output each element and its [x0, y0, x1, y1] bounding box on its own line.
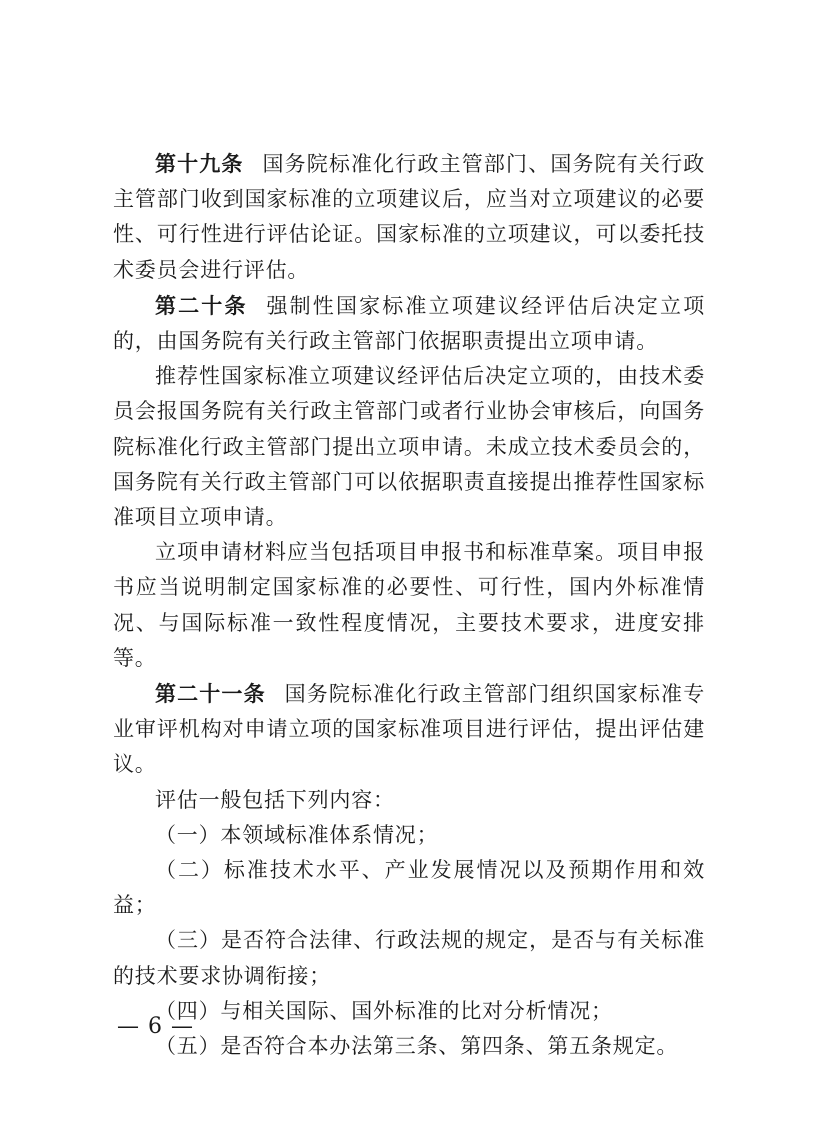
- article-20-text: 强制性国家标准立项建议经评估后决定立项的，由国务院有关行政主管部门依据职责提出立项申请。: [113, 293, 706, 354]
- evaluation-item-1: （一）本领域标准体系情况；: [155, 822, 439, 847]
- article-21-paragraph: [113, 676, 705, 783]
- article-21-text: 国务院标准化行政主管部门组织国家标准专业审评机构对申请立项的国家标准项目进行评估，提出评估建议。: [113, 682, 705, 777]
- evaluation-item-2: （二）标准技术水平、产业发展情况以及预期作用和效益；: [113, 858, 705, 918]
- article-19-heading: 第十九条: [155, 151, 244, 176]
- article-21-heading: 第二十一条: [155, 681, 266, 707]
- article-19-paragraph: [113, 146, 705, 288]
- evaluation-item-3: （三）是否符合法律、行政法规的规定，是否与有关标准的技术要求协调衔接；: [113, 928, 705, 988]
- document-body: [113, 146, 705, 1064]
- article-19-text: 国务院标准化行政主管部门、国务院有关行政主管部门收到国家标准的立项建议后，应当对立项建议的必要性、可行性进行评估论证。国家标准的立项建议，可以委托技术委员会进行评估。: [113, 152, 705, 282]
- article-20-heading: 第二十条: [155, 292, 248, 318]
- page-number: — 6 —: [117, 1014, 194, 1039]
- evaluation-item-5: （五）是否符合本办法第三条、第四条、第五条规定。: [155, 1034, 679, 1059]
- application-materials-paragraph: 立项申请材料应当包括项目申报书和标准草案。项目申报书应当说明制定国家标准的必要性、可行性，国内外标准情况、与国际标准一致性程度情况，主要技术要求，进度安排等。: [113, 540, 705, 670]
- recommended-standard-paragraph: 推荐性国家标准立项建议经评估后决定立项的，由技术委员会报国务院有关行政主管部门或者行业协会审核后，向国务院标准化行政主管部门提出立项申请。未成立技术委员会的，国务院有关行政主管部门可以依据职责直接提出推荐性国家标准项目立项申请。: [113, 364, 705, 530]
- article-20-paragraph: [113, 288, 705, 359]
- evaluation-intro-paragraph: 评估一般包括下列内容：: [155, 787, 395, 812]
- evaluation-item-4: （四）与相关国际、国外标准的比对分析情况；: [155, 998, 613, 1023]
